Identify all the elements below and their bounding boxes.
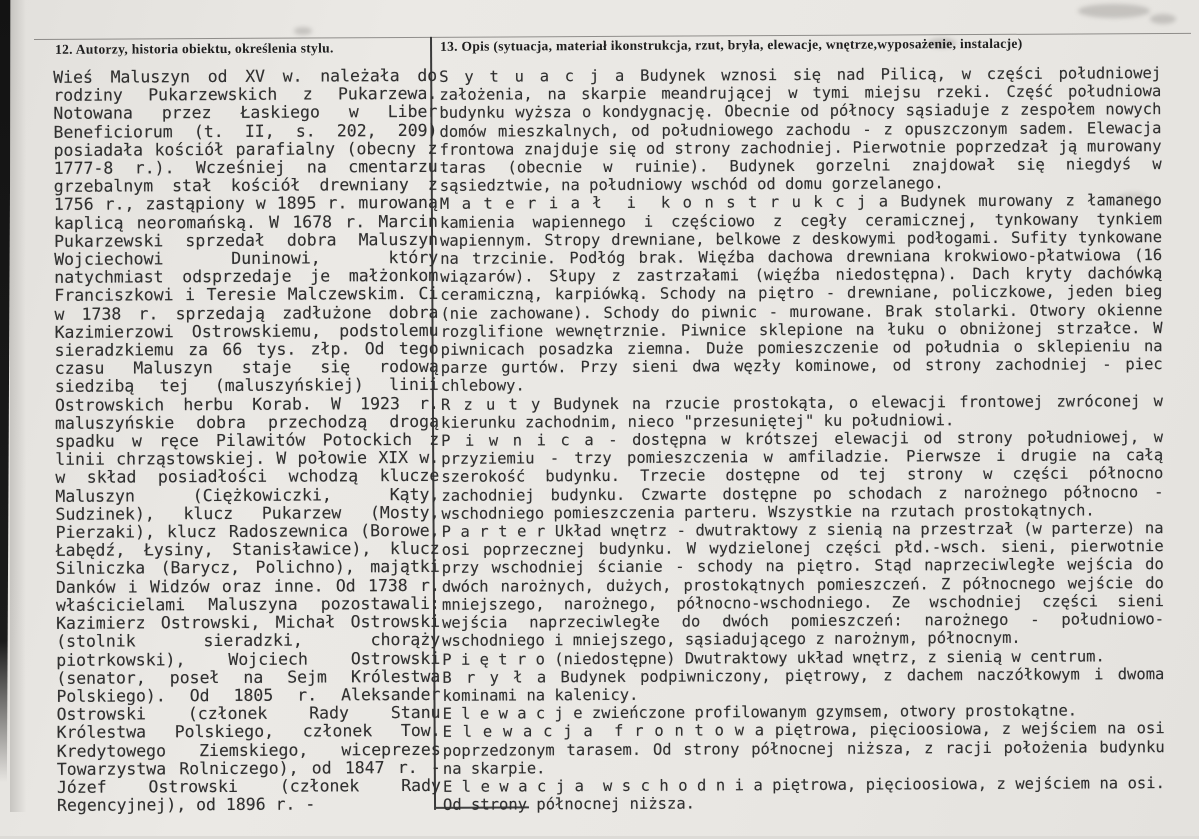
description-paragraph-piwnica: P i w n i c a - dostępna w krótszej elewacji od strony południowej, w przyziemiu - trzy pomieszczenia w amfiladzie. Pierwsze i drugie na całą szerokość budynku. Trzecie dostępne od tej strony w części północno zachodniej budynku. Czwarte dostępne po schodach z narożnego północno - wschodniego pomieszczenia parteru. Wszystkie na rzutach prostokątnych.: [441, 428, 1164, 523]
description-paragraph-pietro: P i ę t r o (niedostępne) Dwutraktowy układ wnętrz, z sienią w centrum.: [442, 646, 1105, 669]
field-12-header: 12. Autorzy, historia obiektu, określenia stylu.: [55, 40, 334, 57]
description-paragraph-rzuty: R z u t y Budynek na rzucie prostokąta, o elewacji frontowej zwróconej w kierunku zachodnim, nieco "przesuniętej" ku południowi.: [440, 391, 1163, 432]
description-paragraph-parter: P a r t e r Układ wnętrz - dwutraktowy z sienią na przestrzał (w parterze) na osi poprzecznej budynku. W wydzielonej części płd.-wsch. sieni, pierwotnie przy wschodniej ścianie - schody na piętro. Stąd naprzeciwległe wejścia do dwóch narożnych, dużych, prostokątnych pomieszczeń. Z północnego wejście do mniejszego, narożnego, północno-wschodniego. Ze wschodniej części sieni wejścia naprzeciwległe do dwóch pomieszczeń: narożnego - południowo-wschodniego i mniejszego, sąsiadującego z narożnym, północnym.: [441, 519, 1165, 651]
history-column: [53, 67, 441, 815]
description-paragraph-material-konstrukcja: M a t e r i a ł i k o n s t r u k c j a Budynek murowany z łamanego kamienia wapiennego i częściowo z cegły ceramicznej, tynkowany tynkiem wapiennym. Stropy drewniane, belkowe z deskowymi podłogami. Sufity tynkowane na trzcinie. Podłóg brak. Więźba dachowa drewniana krokwiowo-płatwiowa (16 wiązarów). Słupy z zastrzałami (więźba niedostępna). Dach kryty dachówką ceramiczną, karpiówką. Schody na piętro - drewniane, policzkowe, jeden bieg (nie zachowane). Schody do piwnic - murowane. Brak stolarki. Otwory okienne rozglifione wewnętrznie. Piwnice sklepione na łuku o obniżonej strzałce. W piwnicach posadzka ziemna. Duże pomieszczenie od południa o sklepieniu na parze gurtów. Przy sieni dwa węzły kominowe, od strony zachodniej - piec chlebowy.: [439, 191, 1163, 396]
description-paragraph-bryla: B r y ł a Budynek podpiwniczony, piętrowy, z dachem naczółkowym i dwoma kominami na kalenicy.: [442, 664, 1165, 705]
description-paragraph-sytuacja: S y t u a c j a Budynek wznosi się nad Pilicą, w części południowej założenia, na skarpie meandrującej w tymi miejsu rzeki. Część południowa budynku wyższa o kondygnację. Obecnie od północy sąsiaduje z zespołem nowych domów mieszkalnych, od południowego zachodu - z opuszczonym sadem. Elewacja frontowa znajduje się od strony zachodniej. Pierwotnie poprzedzał ją murowany taras (obecnie w ruinie). Budynek gorzelni znajdował się niegdyś w sąsiedztwie, na południowy wschód od domu gorzelanego.: [439, 64, 1162, 196]
description-paragraph-elewacje: E l e w a c j e zwieńczone profilowanym gzymsem, otwory prostokątne.: [442, 701, 1078, 723]
history-paragraph: Wieś Maluszyn od XV w. należała do rodziny Pukarzewskich z Pukarzewa. Notowana przez Łaskiego w Liber Beneficiorum (t. II, s. 202, 209) posiadała kościół parafialny (obecny z 1777-8 r.). Wcześniej na cmentarzu grzebalnym stał kościół drewniany z 1756 r., zastąpiony w 1895 r. murowaną kaplicą neoromańską. W 1678 r. Marcin Pukarzewski sprzedał dobra Maluszyn Wojciechowi Duninowi, który natychmiast odsprzedaje je małżonkom Franciszkowi i Teresie Malczewskim. Ci w 1738 r. sprzedają zadłużone dobra Kazimierzowi Ostrowskiemu, podstolemu sieradzkiemu za 66 tys. złp. Od tego czasu Maluszyn staje się rodową siedzibą tej (maluszyńskiej) linii Ostrowskich herbu Korab. W 1923 r. maluszyńskie dobra przechodzą drogą spadku w ręce Pilawitów Potockich z linii chrząstowskiej. W połowie XIX w. w skład posiadłości wchodzą klucze Maluszyn (Ciężkowiczki, Kąty, Sudzinek), klucz Pukarzew (Mosty, Pierzaki), klucz Radoszewnica (Borowe, Łabędź, Łysiny, Stanisławice), klucz Silniczka (Barycz, Polichno), majątki Danków i Widzów oraz inne. Od 1738 r. właścicielami Maluszyna pozostawali: Kazimierz Ostrowski, Michał Ostrowski (stolnik sieradzki, chorąży piotrkowski), Wojciech Ostrowski (senator, poseł na Sejm Królestwa Polskiego). Od 1805 r. Aleksander Ostrowski (członek Rady Stanu Królestwa Polskiego, członek Tow. Kredytowego Ziemskiego, wiceprezes Towarzystwa Rolniczego), od 1847 r. - Józef Ostrowski (członek Rady Regencyjnej), od 1896 r. -: [53, 65, 441, 815]
description-column: [439, 64, 1165, 814]
description-paragraph-elewacja-wschodnia: E l e w a c j a w s c h o d n i a piętrowa, pięcioosiowa, z wejściem na osi. Od strony północnej niższa.: [442, 773, 1165, 814]
description-paragraph-elewacja-frontowa: E l e w a c j a f r o n t o w a piętrowa, pięcioosiowa, z wejściem na osi poprzedzonym tarasem. Od strony północnej niższa, z racji położenia budynku na skarpie.: [442, 719, 1165, 778]
field-13-header: 13. Opis (sytuacja, materiał ikonstrukcja, rzut, bryła, elewacje, wnętrze,wyposażenie, instalacje): [440, 35, 1023, 54]
